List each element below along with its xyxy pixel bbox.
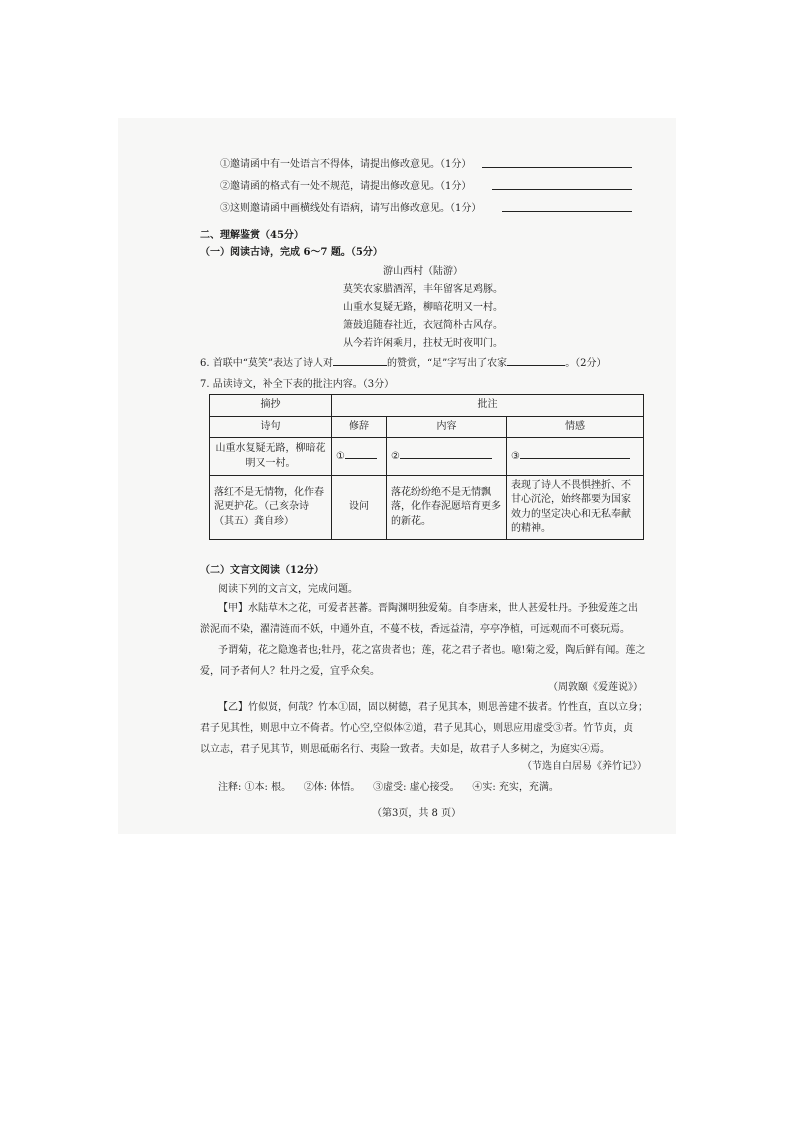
header-poem-line: 诗句: [210, 417, 332, 438]
header-annotation: 批注: [332, 395, 644, 417]
row2-emotion: 表现了诗人不畏惧挫折、不甘心沉沦，始终都要为国家效力的坚定决心和无私奉献的精神。: [507, 476, 644, 540]
page-footer: （第3页，共 8 页）: [372, 808, 462, 819]
answer-blank-2[interactable]: [400, 448, 492, 459]
table-header-row: [210, 395, 644, 417]
poem-line-1: 莫笑农家腊酒浑，丰年留客足鸡豚。: [343, 284, 503, 295]
poem-line-3: 箫鼓追随春社近，衣冠简朴古风存。: [343, 320, 503, 331]
row1-rhetoric-cell[interactable]: [332, 438, 387, 476]
row1-poem-line: 山重水复疑无路，柳暗花明又一村。: [210, 438, 332, 476]
poem-line-4: 从今若许闲乘月，拄杖无时夜叩门。: [343, 338, 503, 349]
table-row: [210, 438, 644, 476]
row2-rhetoric: 设问: [332, 476, 387, 540]
passage-jia-line-1: 【甲】水陆草木之花，可爱者甚蕃。晋陶渊明独爱菊。自李唐来，世人甚爱牡丹。予独爱莲之出: [218, 603, 638, 614]
answer-blank-6a[interactable]: [333, 355, 387, 366]
table-subheader-row: [210, 417, 644, 438]
passage-jia-source: （周敦颐《爱莲说》）: [548, 682, 643, 693]
question-2: ②邀请函的格式有一处不规范，请提出修改意见。（1分）: [220, 181, 472, 192]
question-1: ①邀请函中有一处语言不得体，请提出修改意见。（1分）: [220, 159, 472, 170]
marker-3: ③: [511, 451, 520, 463]
answer-line-2[interactable]: [492, 189, 632, 190]
question-6-part-b: 的赞赏，“足”字写出了农家: [386, 358, 508, 369]
answer-line-3[interactable]: [502, 211, 632, 212]
row2-content: 落花纷纷绝不是无情飘落，化作春泥愿培育更多的新花。: [387, 476, 507, 540]
passage-yi-source: （节选自白居易《养竹记》）: [522, 761, 647, 772]
passage-jia-line-3: 予谓菊，花之隐逸者也;牡丹，花之富贵者也；莲，花之君子者也。噫!菊之爱，陶后鲜有闻。莲之: [218, 645, 646, 656]
marker-2: ②: [391, 451, 400, 463]
section-title: 二、理解鉴赏（45分）: [200, 230, 304, 241]
passage-yi-line-3: 以立志，君子见其节，则思砥砺名行、夷险一致者。夫如是，故君子人多树之，为庭实④焉。: [200, 744, 610, 755]
annotations-notes: 注释: ①本: 根。 ②体: 体悟。 ③虚受: 虚心接受。 ④实: 充实，充满。: [218, 782, 559, 793]
answer-blank-1[interactable]: [345, 448, 377, 459]
passage-jia-line-2: 淤泥而不染，濯清涟而不妖，中通外直，不蔓不枝，香远益清，亭亭净植，可远观而不可亵玩焉。: [200, 624, 630, 635]
marker-1: ①: [336, 451, 345, 463]
poem-title: 游山西村（陆游）: [383, 266, 463, 277]
row1-content-cell[interactable]: [387, 438, 507, 476]
passage-yi-line-2: 君子见其性，则思中立不倚者。竹心空,空似体②道，君子见其心，则思应用虚受③者。竹节贞，贞: [200, 723, 634, 734]
question-6-part-c: 。（2分）: [565, 358, 607, 369]
header-excerpt: 摘抄: [210, 395, 332, 417]
header-emotion: 情感: [507, 417, 644, 438]
part1-title: （一）阅读古诗，完成 6～7 题。（5分）: [200, 247, 383, 258]
answer-blank-3[interactable]: [520, 448, 630, 459]
row2-poem-line: 落红不是无情物，化作春泥更护花。（己亥杂诗（其五）龚自珍）: [210, 476, 332, 540]
question-3: ③这则邀请函中画横线处有语病，请写出修改意见。（1分）: [220, 203, 482, 214]
part2-intro: 阅读下列的文言文，完成问题。: [218, 584, 358, 595]
answer-line-1[interactable]: [482, 167, 632, 168]
table-row: [210, 476, 644, 540]
question-6: [200, 354, 607, 369]
row1-emotion-cell[interactable]: [507, 438, 644, 476]
header-rhetoric: 修辞: [332, 417, 387, 438]
poem-line-2: 山重水复疑无路，柳暗花明又一村。: [343, 302, 503, 313]
question-6-part-a: 6. 首联中“莫笑”表达了诗人对: [200, 358, 333, 369]
part2-title: （二）文言文阅读（12分）: [200, 565, 324, 576]
header-content: 内容: [387, 417, 507, 438]
answer-blank-6b[interactable]: [507, 355, 565, 366]
passage-jia-line-4: 爱，同予者何人？牡丹之爱，宜乎众矣。: [200, 666, 380, 677]
annotation-table: [209, 394, 644, 540]
question-7: 7. 品读诗文，补全下表的批注内容。（3分）: [200, 379, 395, 390]
passage-yi-line-1: 【乙】竹似贤，何哉？竹本①固，固以树德，君子见其本，则思善建不拔者。竹性直，直以立身；: [218, 702, 648, 713]
